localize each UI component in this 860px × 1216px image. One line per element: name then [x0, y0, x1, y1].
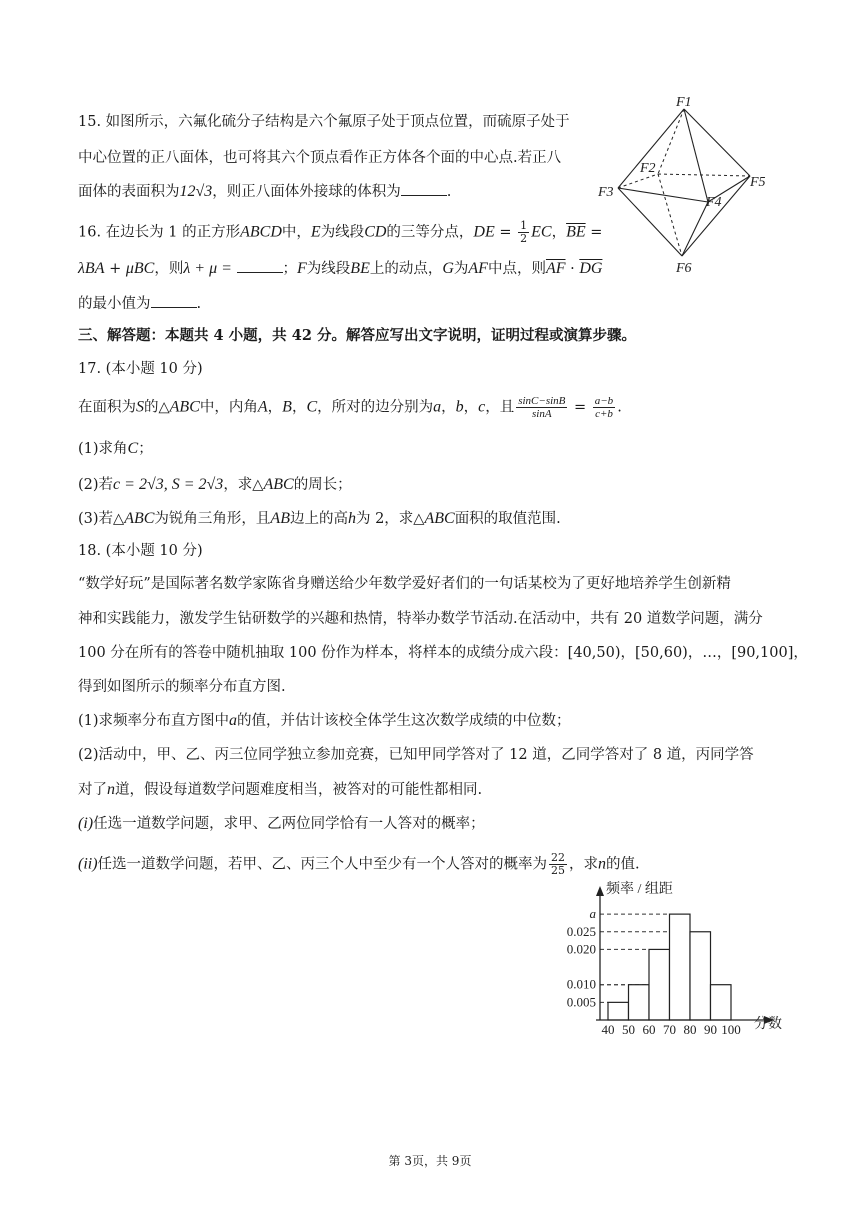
q16-line-1: 16. 在边长为 1 的正方形ABCD中，E为线段CD的三等分点，DE = $\frac{1}{2}$ EC，$\overline{BE}$ =	[78, 219, 603, 245]
q18-part-2-cont: 对了n道，假设每道数学问题难度相当，被答对的可能性都相同.	[78, 781, 483, 798]
q18-text-2: 神和实践能力，激发学生钻研数学的兴趣和热情，特举办数学节活动.在活动中，共有 20 道数学问题，满分	[78, 611, 763, 627]
fraction: $\frac{\sin C-\sin B}{\sin A}$	[518, 395, 566, 420]
frequency-histogram	[546, 878, 790, 1034]
q18-part-2: (2)活动中，甲、乙、丙三位同学独立参加竞赛，已知甲同学答对了 12 道，乙同学答对了 8 道，丙同学答	[78, 747, 754, 763]
vertex-label: F1	[676, 95, 692, 110]
q15-line-3: 面体的表面积为12√3，则正八面体外接球的体积为 .	[78, 183, 452, 200]
y-tick-label: 0.025	[566, 923, 596, 939]
y-tick-label: a	[589, 906, 596, 922]
vertex-label: F6	[676, 261, 692, 276]
q17-heading: 17. (本小题 10 分)	[78, 361, 203, 377]
page-number: 第 3页，共 9页	[388, 1154, 472, 1168]
q17-stem: 在面积为S的△ABC中，内角A，B，C，所对的边分别为a，b，c，且 $\frac{\sin C-\sin B}{\sin A}$ = $\frac{a-b}{c+b}$ .	[78, 395, 622, 420]
histogram-bar	[629, 985, 650, 1020]
fraction: $\frac{1}{2}$	[520, 219, 528, 245]
q17-part-1: (1)求角C；	[78, 440, 153, 457]
q18-part-ii: (ii)任选一道数学问题，若甲、乙、丙三个人中至少有一个人答对的概率为 $\frac{22}{25}$ ，求n的值.	[78, 851, 640, 877]
q18-heading: 18. (本小题 10 分)	[78, 543, 203, 559]
q17-part-2: (2)若c = 2√3, S = 2√3，求△ABC的周长；	[78, 476, 352, 493]
y-tick-label: 0.010	[566, 976, 596, 992]
q16-line-3: 的最小值为 .	[78, 293, 201, 314]
q16-line-2: λBA + μBC，则λ + μ = ；F为线段BE上的动点，G为AF中点，则$\overline{AF} \cdot \overline{DG}$	[78, 260, 603, 277]
vertex-label: F3	[598, 185, 614, 200]
y-tick-label: 0.005	[566, 994, 596, 1010]
vertex-label: F5	[750, 175, 766, 190]
x-tick-label: 70	[663, 1022, 676, 1034]
q15-line-2: 中心位置的正八面体，也可将其六个顶点看作正方体各个面的中心点.若正八	[78, 150, 562, 166]
answer-blank	[401, 181, 447, 196]
vertex-label: F4	[706, 195, 722, 210]
x-tick-label: 50	[622, 1022, 635, 1034]
x-tick-label: 80	[683, 1022, 697, 1034]
x-tick-label: 100	[721, 1022, 741, 1034]
histogram-bar	[608, 1002, 629, 1020]
section-heading: 三、解答题：本题共 4 小题，共 42 分。解答应写出文字说明，证明过程或演算步骤。	[78, 327, 636, 344]
answer-blank	[237, 258, 283, 273]
histogram-bar	[690, 932, 711, 1020]
q18-part-i: (i)任选一道数学问题，求甲、乙两位同学恰有一人答对的概率；	[78, 815, 485, 832]
q18-text-1: “数学好玩”是国际著名数学家陈省身赠送给少年数学爱好者们的一句话某校为了更好地培养学生创新精	[78, 576, 731, 592]
x-tick-label: 60	[642, 1022, 656, 1034]
answer-blank	[151, 293, 197, 308]
q18-text-4: 得到如图所示的频率分布直方图.	[78, 679, 286, 695]
q15-line-1: 15. 如图所示，六氟化硫分子结构是六个氟原子处于顶点位置，而硫原子处于	[78, 114, 570, 130]
y-axis-label: 频率 / 组距	[606, 882, 673, 897]
octahedron-figure	[596, 92, 776, 282]
histogram-bar	[711, 985, 732, 1020]
fraction: $\frac{22}{25}$	[551, 851, 566, 877]
histogram-bar	[649, 949, 670, 1020]
x-tick-label: 90	[704, 1022, 717, 1034]
x-tick-label: 40	[601, 1022, 615, 1034]
vertex-label: F2	[640, 161, 656, 176]
x-axis-label: 分数	[754, 1017, 782, 1032]
q18-text-3: 100 分在所有的答卷中随机抽取 100 份作为样本，将样本的成绩分成六段：[40,50)，[50,60)，…，[90,100]，	[78, 645, 808, 661]
q18-part-1: (1)求频率分布直方图中a的值，并估计该校全体学生这次数学成绩的中位数；	[78, 712, 571, 729]
q17-part-3: (3)若△ABC为锐角三角形，且AB边上的高h为 2，求△ABC面积的取值范围.	[78, 510, 561, 527]
histogram-bar	[670, 914, 691, 1020]
fraction: $\frac{a-b}{c+b}$	[594, 395, 614, 420]
y-tick-label: 0.020	[566, 941, 596, 957]
